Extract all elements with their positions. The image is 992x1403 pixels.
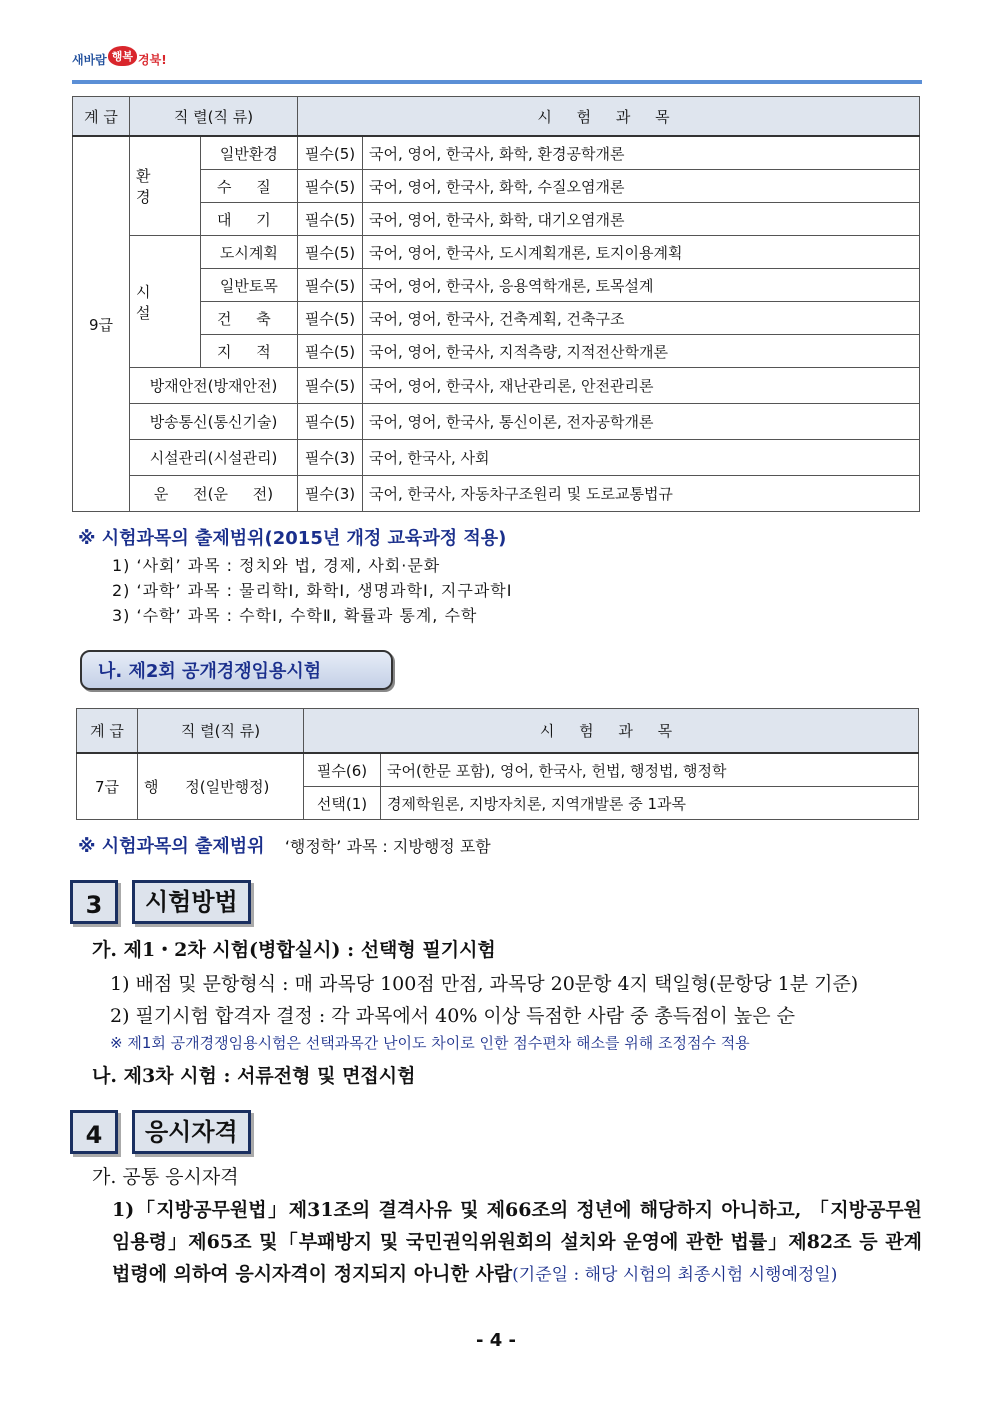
type-cell: 필수(3) (298, 476, 363, 512)
section-4-item-1-text: 1)「지방공무원법」제31조의 결격사유 및 제66조의 정년에 해당하지 아니하고, 「지방공무원 임용령」제65조 및「부패방지 및 국민권익위원회의 설치와 운영에 관한 법률」제82조 등 관계법령에 의하여 응시자격이 정지되지 아니한 사람 (112, 1199, 922, 1285)
series-cell: 행 정(일반행정) (138, 753, 304, 820)
type-cell: 선택(1) (304, 787, 381, 820)
table-row (73, 203, 920, 236)
exam-subject-table-2 (76, 708, 919, 820)
type-cell: 필수(5) (298, 203, 363, 236)
table-row (73, 476, 920, 512)
table-row (73, 170, 920, 203)
type-cell: 필수(5) (298, 136, 363, 170)
subjects-cell: 국어(한문 포함), 영어, 한국사, 헌법, 행정법, 행정학 (381, 753, 919, 787)
type-cell: 필수(5) (298, 170, 363, 203)
section-3-number: 3 (70, 880, 118, 924)
section-4-item-1-note: (기준일 : 해당 시험의 최종시험 시행예정일) (512, 1265, 838, 1285)
section-3-na: 나. 제3차 시험 : 서류전형 및 면접시험 (92, 1065, 416, 1087)
type-cell: 필수(3) (298, 440, 363, 476)
subjects-cell: 국어, 영어, 한국사, 지적측량, 지적전산학개론 (363, 335, 920, 368)
header-subjects: 시 험 과 목 (298, 97, 920, 137)
note-scope-item: 1) ‘사회’ 과목 : 정치와 법, 경제, 사회·문화 (112, 556, 441, 575)
group-env: 환 경 (130, 136, 201, 236)
table-row (73, 236, 920, 269)
header-divider (72, 80, 922, 84)
series-cell: 방재안전(방재안전) (130, 368, 298, 404)
type-cell: 필수(5) (298, 368, 363, 404)
note-admin-scope (78, 832, 491, 858)
section-3-item-2: 2) 필기시험 합격자 결정 : 각 과목에서 40% 이상 득점한 사람 중 총득점이 높은 순 (110, 1005, 795, 1027)
subjects-cell: 국어, 한국사, 자동차구조원리 및 도로교통법규 (363, 476, 920, 512)
subjects-cell: 국어, 영어, 한국사, 화학, 수질오염개론 (363, 170, 920, 203)
section-4-title: 응시자격 (132, 1110, 251, 1154)
section-4-ga: 가. 공통 응시자격 (92, 1166, 239, 1188)
logo-text-pre: 새바람 (72, 53, 107, 67)
table-row (73, 302, 920, 335)
exam-subject-table-1 (72, 96, 920, 512)
series-cell: 일반환경 (200, 136, 297, 170)
logo-text-post: 경북! (138, 53, 167, 67)
section-na-title: 나. 제2회 공개경쟁임용시험 (80, 650, 393, 690)
table-row (73, 368, 920, 404)
page-number: - 4 - (476, 1330, 516, 1351)
section-3-item-1: 1) 배점 및 문항형식 : 매 과목당 100점 만점, 과목당 20문항 4지 택일형(문항당 1분 기준) (110, 973, 859, 995)
table-row (73, 335, 920, 368)
section-3-title: 시험방법 (132, 880, 251, 924)
type-cell: 필수(5) (298, 236, 363, 269)
grade-cell: 7급 (77, 753, 138, 820)
type-cell: 필수(5) (298, 335, 363, 368)
section-4-number: 4 (70, 1110, 118, 1154)
type-cell: 필수(5) (298, 404, 363, 440)
series-cell: 대 기 (200, 203, 297, 236)
table-header-row (73, 97, 920, 137)
table-row (73, 440, 920, 476)
subjects-cell: 국어, 영어, 한국사, 도시계획개론, 토지이용계획 (363, 236, 920, 269)
heart-icon: 행복 (108, 46, 137, 66)
subjects-cell: 국어, 영어, 한국사, 재난관리론, 안전관리론 (363, 368, 920, 404)
header-subjects: 시 험 과 목 (304, 709, 919, 754)
series-cell: 수 질 (200, 170, 297, 203)
series-cell: 방송통신(통신기술) (130, 404, 298, 440)
logo (72, 50, 167, 70)
series-cell: 시설관리(시설관리) (130, 440, 298, 476)
series-cell: 지 적 (200, 335, 297, 368)
table-row (73, 269, 920, 302)
series-cell: 일반토목 (200, 269, 297, 302)
subjects-cell: 국어, 영어, 한국사, 건축계획, 건축구조 (363, 302, 920, 335)
subjects-cell: 경제학원론, 지방자치론, 지역개발론 중 1과목 (381, 787, 919, 820)
subjects-cell: 국어, 영어, 한국사, 화학, 대기오염개론 (363, 203, 920, 236)
note-scope-item: 2) ‘과학’ 과목 : 물리학Ⅰ, 화학Ⅰ, 생명과학Ⅰ, 지구과학Ⅰ (112, 581, 513, 600)
table-header-row (77, 709, 919, 754)
note-scope-item: 3) ‘수학’ 과목 : 수학Ⅰ, 수학Ⅱ, 확률과 통계, 수학 (112, 606, 478, 625)
table-row (73, 404, 920, 440)
section-3-remark: ※ 제1회 공개경쟁임용시험은 선택과목간 난이도 차이로 인한 점수편차 해소를 위해 조정점수 적용 (110, 1034, 750, 1052)
type-cell: 필수(6) (304, 753, 381, 787)
section-4-item-1 (112, 1194, 922, 1291)
header-grade: 계 급 (73, 97, 130, 137)
grade-cell: 9급 (73, 136, 130, 512)
note-admin-text: ‘행정학’ 과목 : 지방행정 포함 (284, 837, 491, 856)
subjects-cell: 국어, 영어, 한국사, 화학, 환경공학개론 (363, 136, 920, 170)
subjects-cell: 국어, 영어, 한국사, 통신이론, 전자공학개론 (363, 404, 920, 440)
subjects-cell: 국어, 영어, 한국사, 응용역학개론, 토목설계 (363, 269, 920, 302)
series-cell: 도시계획 (200, 236, 297, 269)
table-row (77, 753, 919, 787)
note-scope-title: ※ 시험과목의 출제범위(2015년 개정 교육과정 적용) (78, 528, 507, 549)
section-3-ga: 가. 제1・2차 시험(병합실시) : 선택형 필기시험 (92, 939, 496, 961)
type-cell: 필수(5) (298, 302, 363, 335)
series-cell: 운 전(운 전) (130, 476, 298, 512)
type-cell: 필수(5) (298, 269, 363, 302)
series-cell: 건 축 (200, 302, 297, 335)
header-series: 직 렬(직 류) (130, 97, 298, 137)
note-admin-title: ※ 시험과목의 출제범위 (78, 836, 265, 857)
subjects-cell: 국어, 한국사, 사회 (363, 440, 920, 476)
header-series: 직 렬(직 류) (138, 709, 304, 754)
group-fac: 시 설 (130, 236, 201, 368)
table-row (73, 136, 920, 170)
header-grade: 계 급 (77, 709, 138, 754)
